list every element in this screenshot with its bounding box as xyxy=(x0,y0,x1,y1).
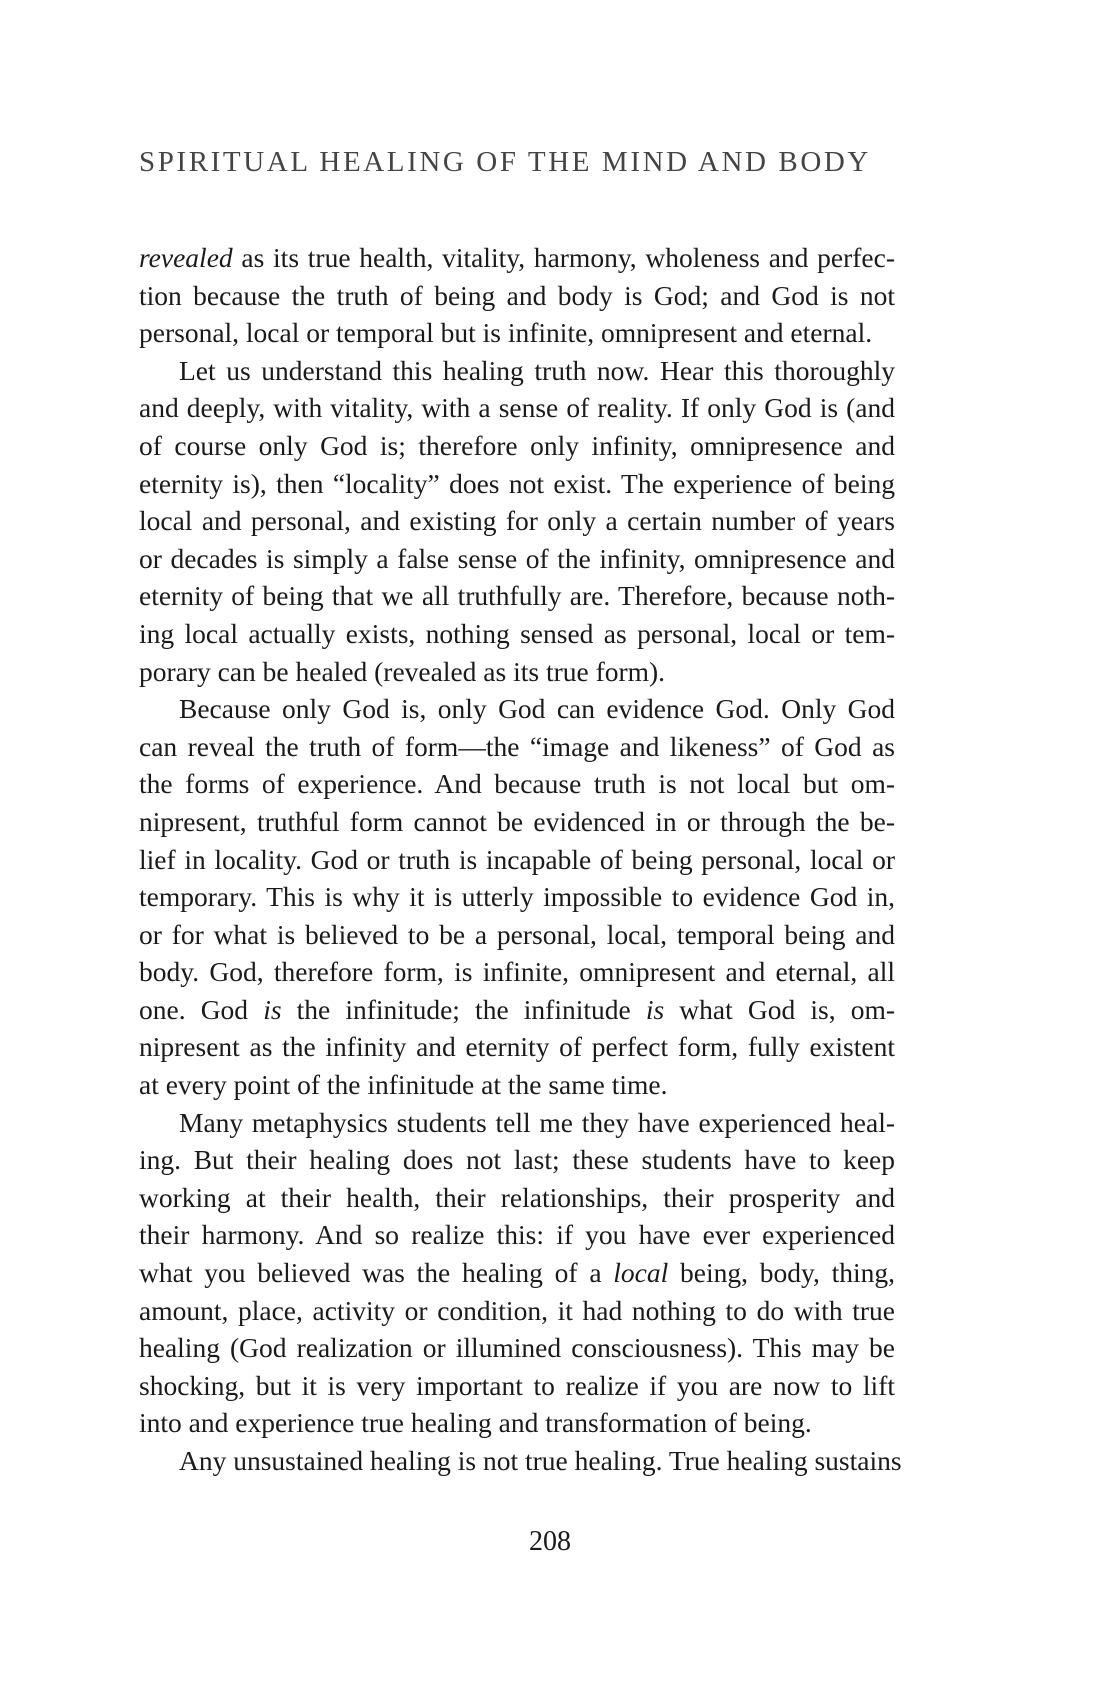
text-line xyxy=(139,690,895,728)
paragraph xyxy=(139,352,895,690)
italic-text: is xyxy=(263,993,282,1025)
text-run: or for what is believed to be a personal, local, temporal being and xyxy=(139,918,895,950)
body-text xyxy=(139,239,902,1480)
text-run: one. God xyxy=(139,993,264,1025)
text-run: eternity of being that we all truthfully are. Therefore, because noth- xyxy=(139,580,895,612)
text-run: shocking, but it is very important to realize if you are now to lift xyxy=(139,1369,895,1401)
text-line xyxy=(139,1292,895,1330)
text-run: Many metaphysics students tell me they have experienced heal- xyxy=(179,1106,895,1138)
text-run: ing local actually exists, nothing sensed as personal, local or tem- xyxy=(139,617,895,649)
text-line xyxy=(139,1104,895,1142)
text-run: working at their health, their relationships, their prosperity and xyxy=(139,1181,895,1213)
text-run: at every point of the infinitude at the same time. xyxy=(139,1069,668,1101)
text-run: nipresent, truthful form cannot be evidenced in or through the be- xyxy=(139,805,895,837)
text-run: being, body, thing, xyxy=(668,1257,895,1289)
paragraph xyxy=(139,1442,902,1480)
paragraph xyxy=(139,1104,895,1442)
text-run: eternity is), then “locality” does not exist. The experience of being xyxy=(139,467,895,499)
text-line xyxy=(139,465,895,503)
text-line xyxy=(139,728,895,766)
text-run: body. God, therefore form, is infinite, omnipresent and eternal, all xyxy=(139,956,895,988)
text-line xyxy=(139,1028,895,1066)
text-run: porary can be healed (revealed as its true form). xyxy=(139,655,666,687)
text-run: nipresent as the infinity and eternity of perfect form, fully existent xyxy=(139,1031,895,1063)
text-run: healing (God realization or illumined consciousness). This may be xyxy=(139,1332,895,1364)
text-run: can reveal the truth of form—the “image and likeness” of God as xyxy=(139,730,895,762)
page-number: 208 xyxy=(529,1526,571,1557)
text-line xyxy=(139,653,895,691)
italic-text: local xyxy=(613,1257,669,1289)
text-run: amount, place, activity or condition, it had nothing to do with true xyxy=(139,1294,895,1326)
text-run: as its true health, vitality, harmony, wholeness and perfec- xyxy=(232,242,895,273)
text-run: the infinitude; the infinitude xyxy=(281,993,646,1025)
text-run: Let us understand this healing truth now. Hear this thoroughly xyxy=(179,354,895,386)
text-run: what God is, om- xyxy=(664,993,895,1025)
text-run: local and personal, and existing for only a certain number of years xyxy=(139,505,895,537)
text-run: temporary. This is why it is utterly impossible to evidence God in, xyxy=(139,881,895,913)
text-run: of course only God is; therefore only infinity, omnipresence and xyxy=(139,429,895,461)
text-line xyxy=(139,352,895,390)
text-line xyxy=(139,540,895,578)
text-run: the forms of experience. And because truth is not local but om- xyxy=(139,768,895,800)
text-run: Because only God is, only God can evidence God. Only God xyxy=(179,693,895,725)
text-line xyxy=(139,878,895,916)
text-line xyxy=(139,1179,895,1217)
text-line xyxy=(139,502,895,540)
text-run: lief in locality. God or truth is incapable of being personal, local or xyxy=(139,843,895,875)
text-line xyxy=(139,841,895,879)
text-line xyxy=(139,615,895,653)
text-run: Any unsustained healing is not true healing. True healing sustains xyxy=(179,1445,902,1476)
text-line xyxy=(139,277,895,315)
text-line xyxy=(139,765,895,803)
paragraph xyxy=(139,239,895,352)
text-line xyxy=(139,577,895,615)
text-run: into and experience true healing and transformation of being. xyxy=(139,1407,812,1439)
text-line xyxy=(139,1404,895,1442)
italic-text: revealed xyxy=(139,242,233,273)
text-run: ing. But their healing does not last; these students have to keep xyxy=(139,1144,895,1176)
text-line xyxy=(139,1066,895,1104)
paragraph xyxy=(139,690,895,1104)
italic-text: is xyxy=(645,993,665,1025)
text-line xyxy=(139,1442,902,1480)
text-run: their harmony. And so realize this: if you have ever experienced xyxy=(139,1219,895,1251)
text-line xyxy=(139,239,895,277)
text-line xyxy=(139,991,895,1029)
text-run: and deeply, with vitality, with a sense of reality. If only God is (and xyxy=(139,392,895,424)
text-run: tion because the truth of being and body is God; and God is not xyxy=(139,279,895,311)
text-line xyxy=(139,427,895,465)
text-run: what you believed was the healing of a xyxy=(139,1257,614,1289)
text-line xyxy=(139,1216,895,1254)
running-head: SPIRITUAL HEALING OF THE MIND AND BODY xyxy=(139,146,871,178)
text-line xyxy=(139,803,895,841)
text-line xyxy=(139,1141,895,1179)
text-line xyxy=(139,916,895,954)
text-line xyxy=(139,389,895,427)
text-line xyxy=(139,1367,895,1405)
text-run: personal, local or temporal but is infinite, omnipresent and eternal. xyxy=(139,317,873,349)
text-line xyxy=(139,314,895,352)
text-line xyxy=(139,953,895,991)
text-line xyxy=(139,1329,895,1367)
text-line xyxy=(139,1254,895,1292)
text-run: or decades is simply a false sense of the infinity, omnipresence and xyxy=(139,542,895,574)
